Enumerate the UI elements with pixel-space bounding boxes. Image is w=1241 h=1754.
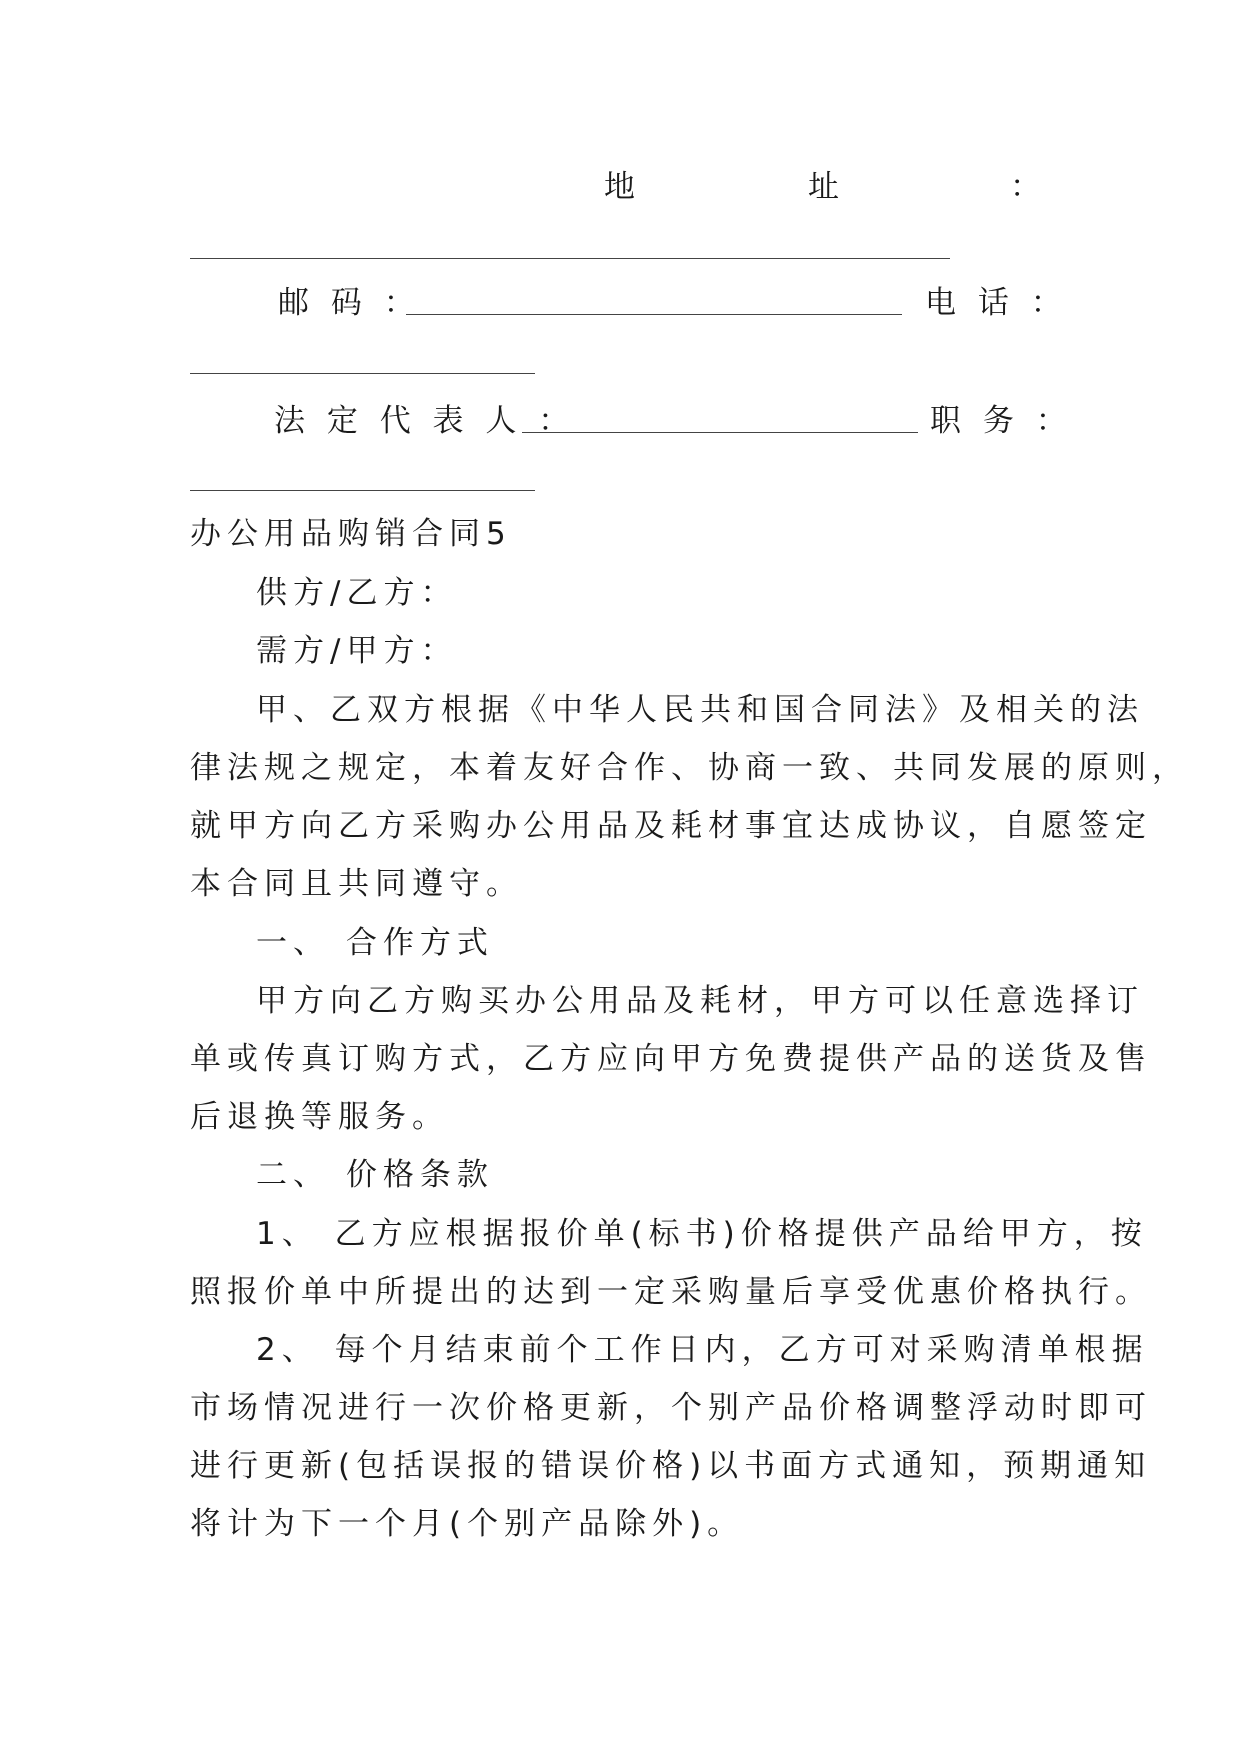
- section1-line: 甲方向乙方购买办公用品及耗材，甲方可以任意选择订: [256, 983, 1144, 1019]
- clause2-line: 2、 每个月结束前个工作日内，乙方可对采购清单根据: [256, 1332, 1149, 1368]
- legal-rep-label: 法 定 代 表 人 ：: [274, 403, 576, 439]
- address-label-char1: 地: [604, 169, 641, 205]
- section2-heading: 二、 价格条款: [256, 1157, 494, 1193]
- clause2-line: 将计为下一个月(个别产品除外)。: [190, 1506, 745, 1542]
- section1-heading: 一、 合作方式: [256, 925, 494, 961]
- clause1-line: 照报价单中所提出的达到一定采购量后享受优惠价格执行。: [190, 1274, 1152, 1310]
- phone-label: 电 话 ：: [925, 285, 1068, 321]
- address-colon: ：: [1010, 169, 1047, 205]
- address-fill-line: [190, 258, 950, 259]
- legal-rep-fill-line: [522, 432, 918, 433]
- section1-line: 后退换等服务。: [190, 1099, 449, 1135]
- buyer-line: 需方/甲方：: [256, 633, 458, 669]
- clause2-line: 进行更新(包括误报的错误价格)以书面方式通知，预期通知: [190, 1448, 1152, 1484]
- section1-line: 单或传真订购方式，乙方应向甲方免费提供产品的送货及售: [190, 1041, 1152, 1077]
- postcode-label: 邮 码 ：: [278, 285, 421, 321]
- intro-line: 就甲方向乙方采购办公用品及耗材事宜达成协议，自愿签定: [190, 808, 1152, 844]
- contract-title: 办公用品购销合同5: [190, 516, 512, 552]
- phone-fill-line: [190, 373, 535, 374]
- clause2-line: 市场情况进行一次价格更新，个别产品价格调整浮动时即可: [190, 1390, 1152, 1426]
- position-label: 职 务 ：: [930, 403, 1073, 439]
- position-fill-line: [190, 490, 535, 491]
- clause1-line: 1、 乙方应根据报价单(标书)价格提供产品给甲方，按: [256, 1216, 1148, 1252]
- intro-line: 本合同且共同遵守。: [190, 866, 523, 902]
- intro-line: 律法规之规定，本着友好合作、协商一致、共同发展的原则，: [190, 750, 1189, 786]
- supplier-line: 供方/乙方：: [256, 575, 458, 611]
- address-label-char2: 址: [808, 169, 845, 205]
- intro-line: 甲、乙双方根据《中华人民共和国合同法》及相关的法: [256, 692, 1144, 728]
- postcode-fill-line: [406, 314, 902, 315]
